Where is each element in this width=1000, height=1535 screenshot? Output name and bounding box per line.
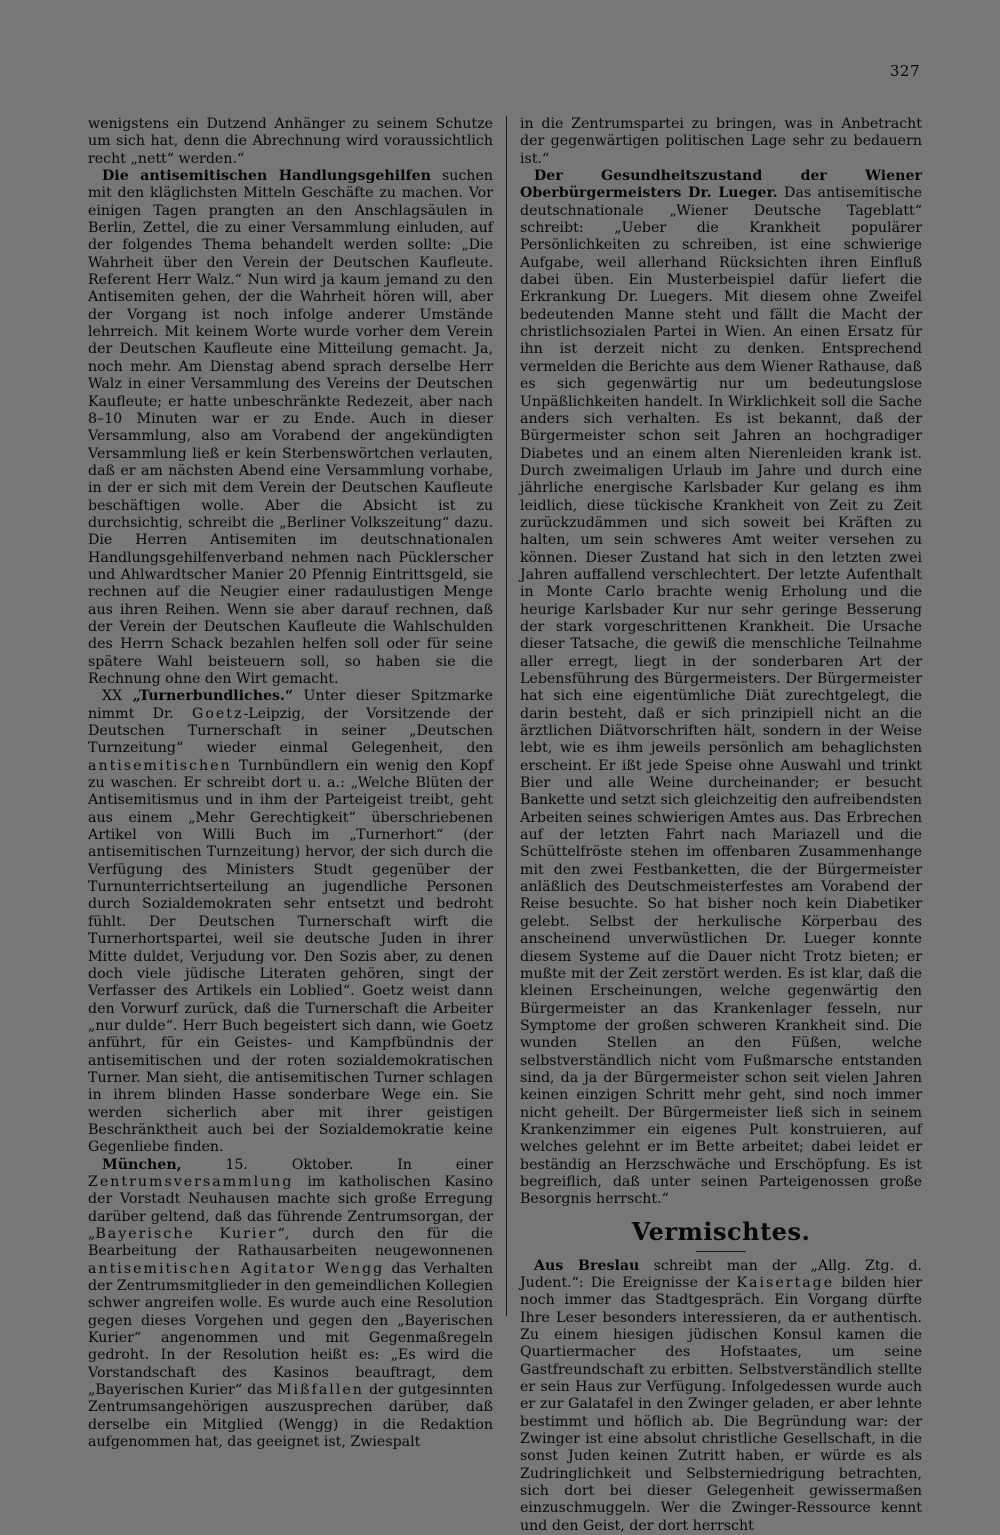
- column-rule: [506, 116, 507, 1316]
- page-number: 327: [889, 62, 920, 80]
- text-run: “, durch den für die Bearbeitung der Rathausarbeiten neugewonnenen: [88, 1226, 493, 1260]
- text-run: bilden hier noch immer das Stadtgespräch. Ein Vorgang dürfte Ihre Leser besonders interessieren, da er authentisch. Zu einem hiesigen jüdischen Konsul kamen die Quartiermacher des Hofstaates, um seine Gastfreundschaft zu erbitten. Selbstverständlich stellte er sein Haus zur Verfügung. Infolgedessen wurde auch er zur Galatafel in den Zwinger geladen, er aber lehnte bestimmt und höflich ab. Die Begründung war: der Zwinger ist eine absolut christliche Gesellschaft, in die sonst Juden keinen Zutritt haben, er würde es als Zudringlichkeit und Selbsterniedrigung betrachten, sich dort bei dieser Gelegenheit gewissermaßen einzuschmuggeln. Wer die Zwinger-Ressource kennt und den Geist, der dort herrscht: [520, 1275, 922, 1534]
- spaced-emphasis: Bayerische Kurier: [95, 1226, 278, 1242]
- spaced-emphasis: Kaisertage: [736, 1275, 835, 1291]
- article-paragraph: [520, 168, 922, 1209]
- left-column: [88, 116, 493, 1451]
- text-run: im katholischen Kasino der Vorstadt Neuhausen machte sich große Erregung darüber geltend, daß das führende Zentrumsorgan, der „: [88, 1173, 493, 1242]
- text-run: wenigstens ein Dutzend Anhänger zu seinem Schutze um sich hat, denn die Abrechnung wird voraussichtlich recht „nett“ werden.“: [88, 116, 493, 167]
- spaced-emphasis: Goetz: [192, 705, 244, 722]
- text-run: in die Zentrumspartei zu bringen, was in Anbetracht der gegenwärtigen politischen Lage sehr zu bedauern ist.“: [520, 116, 922, 167]
- article-paragraph: [88, 688, 493, 1156]
- article-heading: München,: [102, 1156, 182, 1173]
- text-run: Das antisemitische deutschnationale „Wiener Deutsche Tageblatt“ schreibt: „Ueber die Krankheit populärer Persönlichkeiten zu schreiben, ist eine schwierige Aufgabe, weil allerhand Rücksichten ihren Einfluß dabei üben. Ein Musterbeispiel dafür liefert die Erkrankung Dr. Luegers. Mit diesem ohne Zweifel bedeutenden Manne steht und fällt die Macht der christlichsozialen Partei in Wien. An einen Ersatz für ihn ist derzeit nicht zu denken. Entsprechend vermelden die Berichte aus dem Wiener Rathause, daß es sich gegenwärtig nur um bedeutungslose Unpäßlichkeiten handelt. In Wirklichkeit soll die Sache anders sich verhalten. Es ist bekannt, daß der Bürgermeister schon seit Jahren an hochgradiger Diabetes und an einem alten Nierenleiden krank ist. Durch zweimaligen Urlaub im Jahre und durch eine jährliche energische Karlsbader Kur gelang es ihm leidlich, diese tückische Krankheit von Zeit zu Zeit zurückzudämmen und sich soweit bei Kräften zu halten, um sein schweres Amt weiter versehen zu können. Dieser Zustand hat sich in den letzten zwei Jahren auffallend verschlechtert. Der letzte Aufenthalt in Monte Carlo brachte wenig Erholung und die heurige Karlsbader Kur nur sehr geringe Besserung der stark vorgeschrittenen Krankheit. Die Ursache dieser Tatsache, die gewiß die menschliche Teilnahme aller erregt, liegt in der sonderbaren Art der Lebensführung des Bürgermeisters. Der Bürgermeister hat sich eine eigentümliche Diät zurechtgelegt, die darin besteht, daß er sich prinzipiell nicht an die ärztlichen Diätvorschriften hält, sondern in der Weise lebt, wie es ihm jeweils persönlich am behaglichsten erscheint. Er ißt jede Speise ohne Auswahl und trinkt Bier und alle Weine durcheinander; er besucht Bankette und setzt sich gleichzeitig den aufreibendsten Arbeiten seines schwierigen Amtes aus. Das Erbrechen auf der letzten Fahrt nach Mariazell und die Schüttelfröste stehen im offenbaren Zusammenhange mit den zwei Festbanketten, die der Bürgermeister anläßlich des Deutschmeisterfestes am Vorabend der Reise besuchte. So hat bisher noch kein Diabetiker gelebt. Selbst der herkulische Körperbau des anscheinend unverwüstlichen Dr. Lueger konnte diesem Systeme auf die Dauer nicht Trotz bieten; er mußte mit der Zeit zerstört werden. Es ist klar, daß die kleinen Erscheinungen, welche gegenwärtig den Bürgermeister an das Krankenlager fesseln, nur Symptome der großen schweren Krankheit sind. Die wunden Stellen an den Füßen, welche selbstverständlich nicht vom Fußmarsche entstanden sind, da ja der Bürgermeister schon seit vielen Jahren keinen einzigen Schritt mehr geht, sind noch immer nicht geheilt. Der Bürgermeister ließ sich in seinem Krankenzimmer ein eigenes Pult konstruieren, auf welches gelehnt er im Bette arbeitet; dabei leidet er beständig an Herzschwäche und Erschöpfung. Es ist begreiflich, daß unter seinen Parteigenossen große Besorgnis herrscht.“: [520, 185, 922, 1208]
- right-column: [520, 116, 922, 1535]
- article-paragraph: [88, 116, 493, 168]
- text-run: Unter dieser Spitzmarke nimmt Dr.: [88, 688, 493, 722]
- text-run: 15. Oktober. In einer: [181, 1156, 493, 1173]
- text-run: Turnbündlern ein wenig den Kopf zu waschen. Er schreibt dort u. a.: „Welche Blüten der Antisemitismus und in ihm der Parteigeist treibt, geht aus einem „Mehr Gerechtigkeit“ überschriebenen Artikel von Willi Buch im „Turnerhort“ (der antisemitischen Turnzeitung) hervor, der sich durch die Verfügung des Ministers Studt gegenüber der Turnunterrichtserteilung an jugendliche Personen durch Sozialdemokraten sehr entsetzt und bedroht fühlt. Der Deutschen Turnerschaft wirft die Turnerhortspartei, weil sie deutsche Juden in ihrer Mitte duldet, Verjudung vor. Den Sozis aber, zu denen doch viele jüdische Literaten gehören, singt der Verfasser des Artikels ein Loblied“. Goetz weist dann den Vorwurf zurück, daß die Turnerschaft die Arbeiter „nur dulde“. Herr Buch begeistert sich dann, wie Goetz anführt, für ein Geistes- und Kampfbündnis der antisemitischen und der roten sozialdemokratischen Turner. Man sieht, die antisemitischen Turner schlagen in ihrem blinden Hasse sonderbare Wege ein. Sie werden sicherlich aber mit ihrer geistigen Beschränktheit auch bei der Sozialdemokratie keine Gegenliebe finden.: [88, 757, 493, 1156]
- text-run: XX: [102, 688, 133, 705]
- article-paragraph: [520, 1258, 922, 1535]
- article-paragraph: [88, 1157, 493, 1452]
- spaced-emphasis: Mißfallen: [277, 1382, 364, 1399]
- article-heading: Die antisemitischen Handlungsgehilfen: [102, 168, 431, 185]
- spaced-emphasis: Zentrumsversammlung: [88, 1173, 294, 1190]
- text-run: schreibt man der „Allg. Ztg. d. Judent.“: Die Ereignisse der: [520, 1257, 922, 1291]
- section-heading: Vermischtes.: [631, 1216, 811, 1246]
- spaced-emphasis: antisemitischen: [88, 757, 232, 774]
- text-run: -Leipzig, der Vorsitzende der Deutschen Turnerschaft in seiner „Deutschen Turnzeitung“ wieder einmal Gelegenheit, den: [88, 705, 493, 757]
- article-heading: „Turnerbundliches.“: [132, 688, 294, 705]
- text-run: der gutgesinnten Zentrumsangehörigen auszusprechen darüber, daß derselbe ein Mitglied (Wengg) in die Redaktion aufgenommen hat, das geeignet ist, Zwiespalt: [88, 1382, 493, 1451]
- text-run: das Verhalten der Zentrumsmitglieder in den gemeindlichen Kollegien schwer angreifen wolle. Es wurde auch eine Resolution gegen dieses Vorgehen und gegen den „Bayerischen Kurier“ angenommen und mit Gegenmaßregeln gedroht. In der Resolution heißt es: „Es wird die Vorstandschaft des Kasinos beauftragt, dem „Bayerischen Kurier“ das: [88, 1260, 493, 1399]
- section-heading-rule: [696, 1251, 746, 1252]
- article-paragraph: [88, 168, 493, 688]
- spaced-emphasis: antisemitischen Agitator Wengg: [88, 1260, 385, 1277]
- article-paragraph: [520, 116, 922, 168]
- article-heading: Der Gesundheitszustand der Wiener Oberbürgermeisters Dr. Lueger.: [520, 168, 922, 202]
- article-heading: Aus Breslau: [534, 1257, 640, 1274]
- text-run: suchen mit den kläglichsten Mitteln Geschäfte zu machen. Vor einigen Tagen prangten an den Anschlagsäulen in Berlin, Zettel, die zu einer Versammlung einluden, auf der folgendes Thema behandelt werden sollte: „Die Wahrheit über den Verein der Deutschen Kaufleute. Referent Herr Walz.“ Nun wird ja kaum jemand zu den Antisemiten gehen, der die Wahrheit hören will, aber der Vorgang ist noch infolge anderer Umstände lehrreich. Mit keinem Worte wurde vorher dem Verein der Deutschen Kaufleute eine Mitteilung gemacht. Ja, noch mehr. Am Dienstag abend sprach derselbe Herr Walz in einer Versammlung des Vereins der Deutschen Kaufleute; er hatte unbeschränkte Redezeit, aber nach 8–10 Minuten war er zu Ende. Auch in dieser Versammlung, also am Vorabend der angekündigten Versammlung ließ er kein Sterbenswörtchen verlauten, daß er am nächsten Abend eine Versammlung vorhabe, in der er sich mit dem Verein der Deutschen Kaufleute beschäftigen wolle. Aber die Absicht ist zu durchsichtig, schreibt die „Berliner Volkszeitung“ dazu. Die Herren Antisemiten im deutschnationalen Handlungsgehilfenverband nehmen nach Pücklerscher und Ahlwardtscher Manier 20 Pfennig Eintrittsgeld, sie rechnen auf die Neugier einer radaulustigen Menge aus ihren Reihen. Wenn sie aber darauf rechnen, daß der Verein der Deutschen Kaufleute die Wahlschulden des Herrn Schack bezahlen helfen soll oder für seine spätere Wahl beisteuern soll, so haben sie die Rechnung ohne den Wirt gemacht.: [88, 168, 494, 687]
